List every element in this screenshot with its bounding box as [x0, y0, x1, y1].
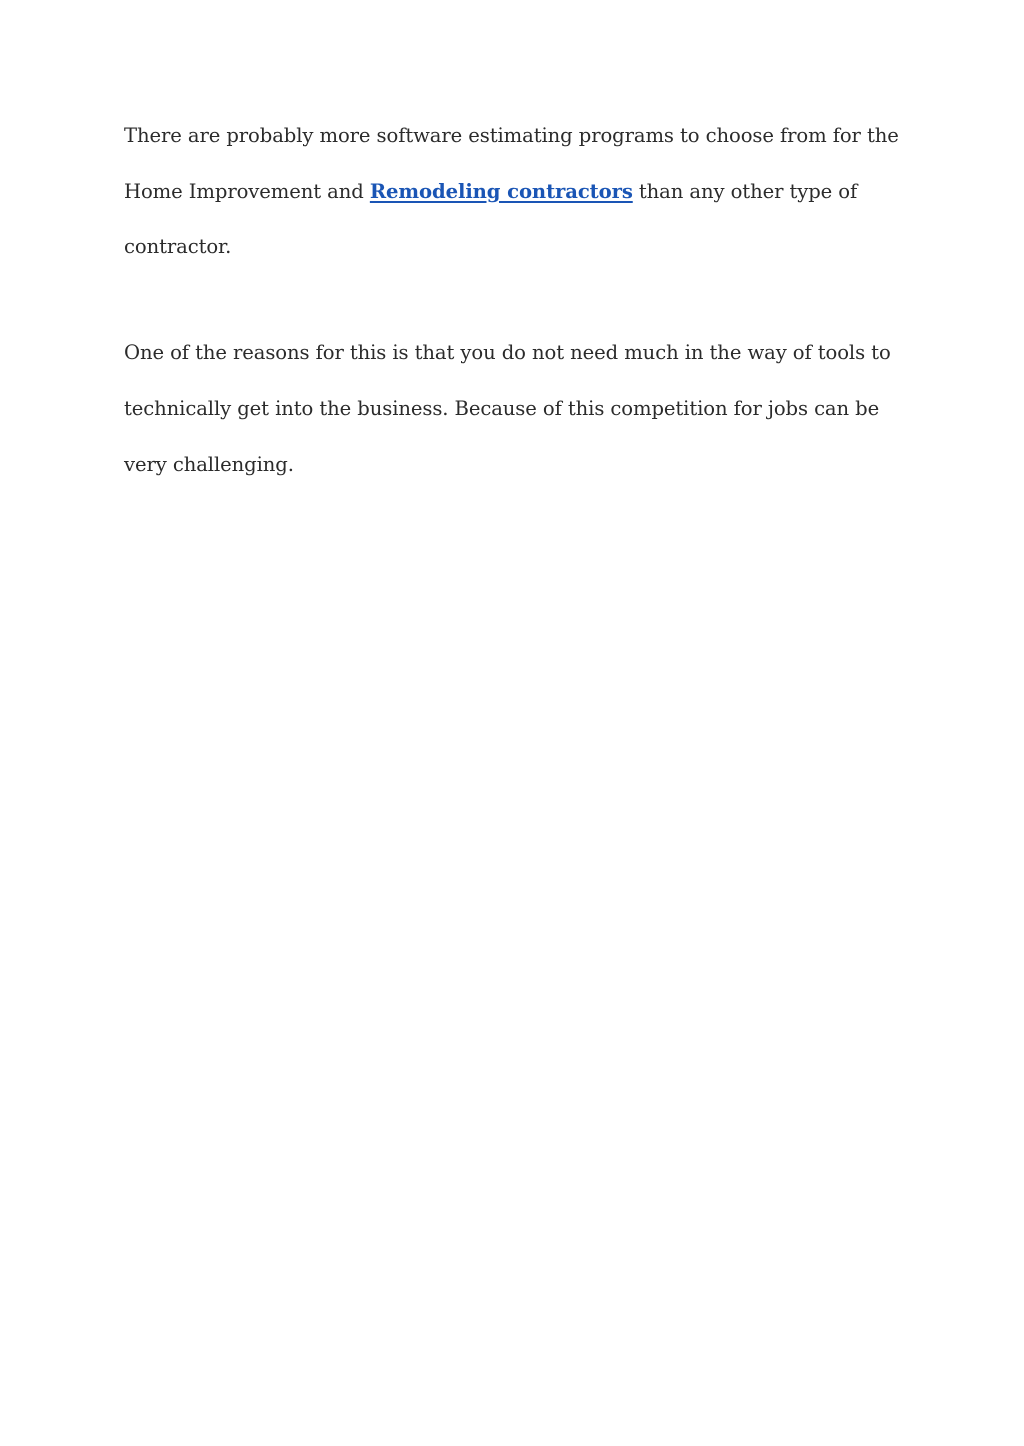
paragraph-1	[124, 108, 904, 275]
remodeling-contractors-link[interactable]: Remodeling contractors	[369, 179, 633, 203]
paragraph-1-text-after: than any other type of contractor.	[124, 179, 858, 259]
document-body	[124, 108, 904, 492]
paragraph-2: One of the reasons for this is that you do not need much in the way of tools to technically get into the business. Because of this competition for jobs can be very challenging.	[124, 341, 891, 476]
paragraph-1-text-before: There are probably more software estimating programs to choose from for the Home Improvement and	[124, 124, 899, 203]
